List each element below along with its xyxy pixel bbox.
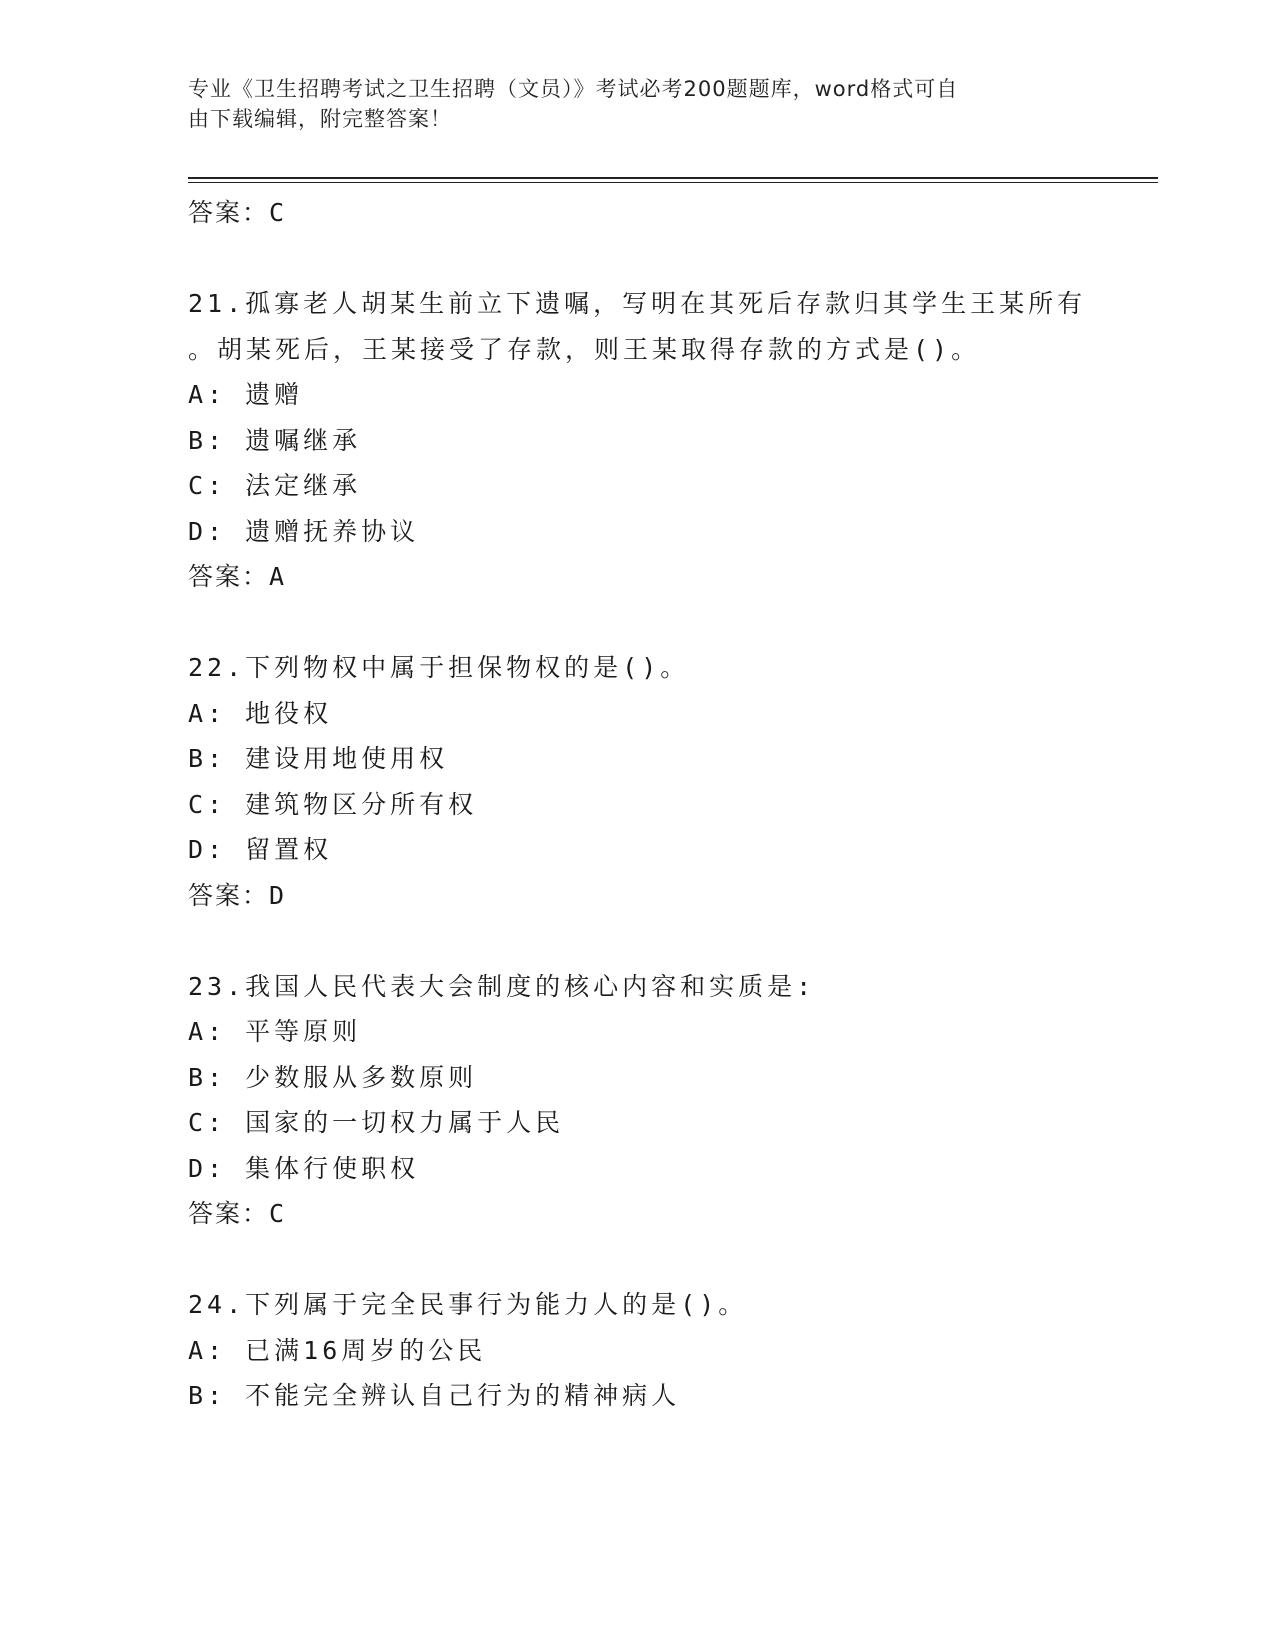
option-a: A: 已满16周岁的公民 <box>188 1335 487 1365</box>
question-22 <box>188 645 1148 918</box>
answer-line <box>188 554 1148 600</box>
answer-line <box>188 873 1148 919</box>
header-divider <box>188 177 1158 183</box>
option-b: B: 不能完全辨认自己行为的精神病人 <box>188 1381 681 1410</box>
option-b: B: 建设用地使用权 <box>188 744 449 773</box>
header-line-1: 专业《卫生招聘考试之卫生招聘（文员）》考试必考200题题库，word格式可自 <box>188 77 959 101</box>
answer-label: 答案： <box>188 198 270 227</box>
option-d: D: 留置权 <box>188 835 333 864</box>
answer-label: 答案： <box>188 880 270 910</box>
answer-line <box>188 190 1148 236</box>
spacer <box>188 600 1148 646</box>
spacer <box>188 1237 1148 1283</box>
question-24 <box>188 1282 1148 1419</box>
answer-value: C <box>269 1199 287 1228</box>
question-23 <box>188 964 1148 1237</box>
question-stem: 23.我国人民代表大会制度的核心内容和实质是: <box>188 971 816 1001</box>
question-stem: 21.孤寡老人胡某生前立下遗嘱，写明在其死后存款归其学生王某所有 <box>188 289 1087 318</box>
answer-label: 答案： <box>188 562 270 591</box>
answer-line <box>188 1191 1148 1237</box>
spacer <box>188 236 1148 282</box>
option-a: A: 遗赠 <box>188 380 304 409</box>
option-d: D: 遗赠抚养协议 <box>188 516 420 546</box>
question-stem: 22.下列物权中属于担保物权的是()。 <box>188 653 690 682</box>
answer-label: 答案： <box>188 1199 270 1228</box>
option-c: C: 国家的一切权力属于人民 <box>188 1108 565 1137</box>
question-21 <box>188 281 1148 600</box>
option-b: B: 少数服从多数原则 <box>188 1062 478 1092</box>
option-a: A: 地役权 <box>188 698 333 728</box>
page-header <box>188 74 1088 134</box>
option-d: D: 集体行使职权 <box>188 1153 420 1183</box>
question-stem: 24.下列属于完全民事行为能力人的是()。 <box>188 1290 748 1319</box>
answer-value: C <box>269 198 287 227</box>
option-a: A: 平等原则 <box>188 1017 362 1046</box>
header-line-2: 由下载编辑，附完整答案！ <box>188 107 452 131</box>
option-c: C: 法定继承 <box>188 471 362 500</box>
option-c: C: 建筑物区分所有权 <box>188 789 478 819</box>
document-body <box>188 190 1148 1419</box>
answer-value: A <box>269 562 287 591</box>
option-b: B: 遗嘱继承 <box>188 425 362 455</box>
question-stem-continued: 。胡某死后，王某接受了存款，则王某取得存款的方式是()。 <box>188 334 981 364</box>
answer-value: D <box>269 880 287 910</box>
spacer <box>188 918 1148 964</box>
